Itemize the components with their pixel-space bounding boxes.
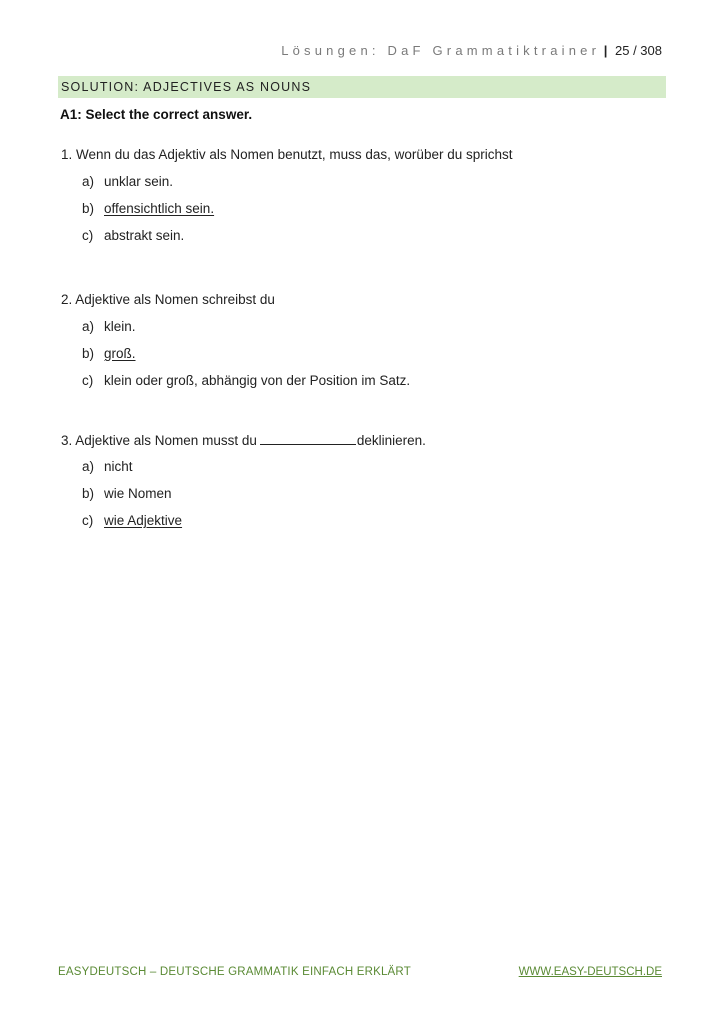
option-text: nicht (104, 459, 133, 474)
option-text: unklar sein. (104, 174, 174, 189)
question-2: 2. Adjektive als Nomen schreibst du (61, 292, 275, 307)
option-letter: c) (82, 228, 94, 243)
option-letter: c) (82, 513, 94, 528)
header-separator: | (603, 43, 608, 58)
option-text: abstrakt sein. (104, 228, 185, 243)
footer-brand: EASYDEUTSCH – DEUTSCHE GRAMMATIK EINFACH ERKLÄRT (58, 966, 411, 978)
question-2-option-b (82, 346, 136, 361)
question-3-option-a (82, 459, 133, 474)
option-text-correct: wie Adjektive (104, 513, 183, 528)
option-text: klein oder groß, abhängig von der Position im Satz. (104, 373, 411, 388)
option-text: klein. (104, 319, 136, 334)
page-header (281, 43, 662, 58)
question-3-option-b (82, 486, 172, 501)
option-letter: b) (82, 486, 95, 501)
question-3-option-c (82, 513, 182, 528)
question-3-text-before: 3. Adjektive als Nomen musst du (61, 433, 257, 448)
question-2-option-a (82, 319, 136, 334)
option-text: wie Nomen (104, 486, 172, 501)
option-letter: a) (82, 459, 95, 474)
question-1: 1. Wenn du das Adjektiv als Nomen benutzt, muss das, worüber du sprichst (61, 147, 513, 162)
page-number: 25 / 308 (615, 43, 662, 58)
question-1-option-c (82, 228, 184, 243)
option-text-correct: groß. (104, 346, 136, 361)
option-letter: b) (82, 201, 95, 216)
question-1-option-b (82, 201, 214, 216)
question-1-option-a (82, 174, 173, 189)
option-letter: a) (82, 319, 95, 334)
option-text-correct: offensichtlich sein. (104, 201, 215, 216)
answer-blank (260, 432, 356, 445)
option-letter: a) (82, 174, 95, 189)
question-2-option-c (82, 373, 410, 388)
option-letter: c) (82, 373, 94, 388)
document-title: Lösungen: DaF Grammatiktrainer (281, 43, 601, 58)
question-3-text-after: deklinieren. (356, 433, 426, 448)
task-instruction: A1: Select the correct answer. (60, 107, 253, 122)
option-letter: b) (82, 346, 95, 361)
question-3 (61, 432, 426, 448)
section-title: SOLUTION: ADJECTIVES AS NOUNS (58, 76, 666, 98)
footer-website-link[interactable]: WWW.EASY-DEUTSCH.DE (518, 966, 662, 978)
